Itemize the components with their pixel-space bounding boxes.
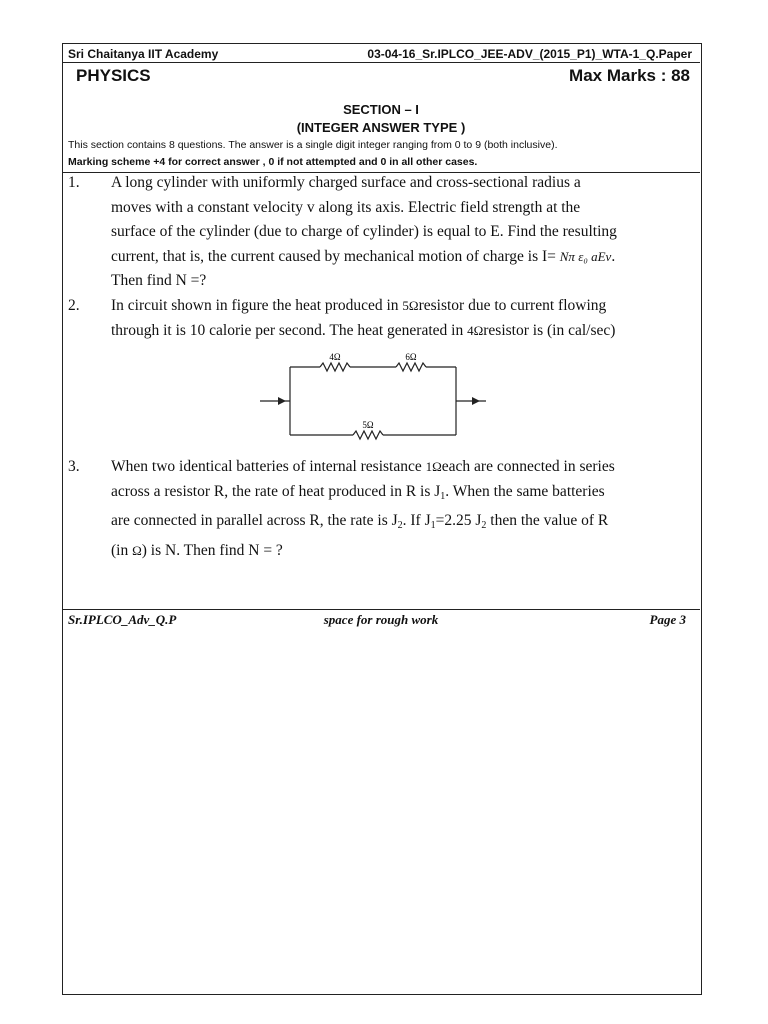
resistor-6-ohm <box>396 363 426 371</box>
resistance-value: 4Ω <box>467 322 484 338</box>
question-text: through it is 10 calorie per second. The heat generated in <box>111 321 468 339</box>
question-text: resistor due to current flowing <box>418 297 607 314</box>
question-1 <box>68 171 694 294</box>
rough-work-label: space for rough work <box>323 612 439 627</box>
question-text: ) is N. Then find N = ? <box>141 541 283 559</box>
subscript: 1 <box>440 490 446 502</box>
question-text: resistor is (in cal/sec) <box>483 321 616 339</box>
label-6-ohm: 6Ω <box>405 352 417 362</box>
marking-scheme: Marking scheme +4 for correct answer , 0 if not attempted and 0 in all other cases. <box>68 156 478 168</box>
question-3 <box>68 455 694 563</box>
resistor-4-ohm <box>320 363 350 371</box>
question-text: across a resistor R, the rate of heat produced in R is J <box>111 482 441 500</box>
question-line <box>111 294 694 319</box>
question-number: 2. <box>68 297 80 314</box>
question-text: In circuit shown in figure the heat produced in <box>111 297 403 314</box>
label-4-ohm: 4Ω <box>329 352 341 362</box>
subscript: 2 <box>397 520 403 531</box>
question-number: 1. <box>68 174 80 191</box>
page-number: Page 3 <box>649 612 686 627</box>
section-type-close: ) <box>460 120 466 135</box>
section-type-label: INTEGER ANSWER TYPE <box>301 120 458 135</box>
circuit-diagram <box>258 350 488 442</box>
institute-name: Sri Chaitanya IIT Academy <box>68 47 219 61</box>
section-instructions: This section contains 8 questions. The answer is a single digit integer ranging from 0 to 9 (both inclusive). <box>68 139 558 151</box>
question-text: . When the same batteries <box>445 482 605 500</box>
question-line <box>111 245 694 270</box>
question-text: then the value of R <box>486 512 609 529</box>
question-line <box>111 455 694 480</box>
question-line: A long cylinder with uniformly charged surface and cross-sectional radius a <box>111 174 581 191</box>
question-line <box>111 509 694 539</box>
resistance-value: 5Ω <box>402 298 419 313</box>
footer-divider <box>62 609 700 610</box>
section-type-open: ( <box>296 120 302 135</box>
question-body <box>111 294 694 343</box>
question-line: moves with a constant velocity v along its axis. Electric field strength at the <box>111 198 581 216</box>
section-title: SECTION – I <box>343 102 419 117</box>
subscript: 1 <box>430 520 436 531</box>
question-line <box>111 480 694 510</box>
question-number: 3. <box>68 458 80 475</box>
question-text: are connected in parallel across R, the rate is J <box>111 512 398 529</box>
max-marks: Max Marks : 88 <box>569 66 690 85</box>
question-text: When two identical batteries of internal resistance <box>111 458 426 475</box>
question-text: . If J <box>402 512 431 529</box>
label-5-ohm: 5Ω <box>362 420 374 430</box>
question-text: current, that is, the current caused by mechanical motion of charge is I= <box>111 247 556 265</box>
question-body <box>111 171 694 294</box>
ohm-symbol: Ω <box>132 542 142 558</box>
question-line <box>111 539 694 564</box>
question-line: surface of the cylinder (due to charge of cylinder) is equal to E. Find the resulting <box>111 223 617 240</box>
question-line <box>111 319 694 344</box>
question-2 <box>68 294 694 343</box>
subscript: 2 <box>481 520 487 531</box>
question-text: each are connected in series <box>441 458 615 475</box>
question-text: (in <box>111 541 133 559</box>
resistor-5-ohm <box>353 431 383 439</box>
section-type <box>62 120 700 135</box>
subject-title: PHYSICS <box>76 66 151 85</box>
input-arrow-icon <box>278 397 286 405</box>
question-body <box>111 455 694 563</box>
question-line: Then find N =? <box>111 272 207 289</box>
footer-paper-code: Sr.IPLCO_Adv_Q.P <box>68 612 177 627</box>
resistance-value: 1Ω <box>425 459 442 474</box>
question-text: . <box>611 247 616 265</box>
header-divider <box>62 62 700 63</box>
question-text: =2.25 J <box>435 512 482 529</box>
paper-code: 03-04-16_Sr.IPLCO_JEE-ADV_(2015_P1)_WTA-1_Q.Paper <box>367 47 692 61</box>
current-formula: Nπ ε₀ aEv <box>559 248 612 264</box>
output-arrow-icon <box>472 397 480 405</box>
